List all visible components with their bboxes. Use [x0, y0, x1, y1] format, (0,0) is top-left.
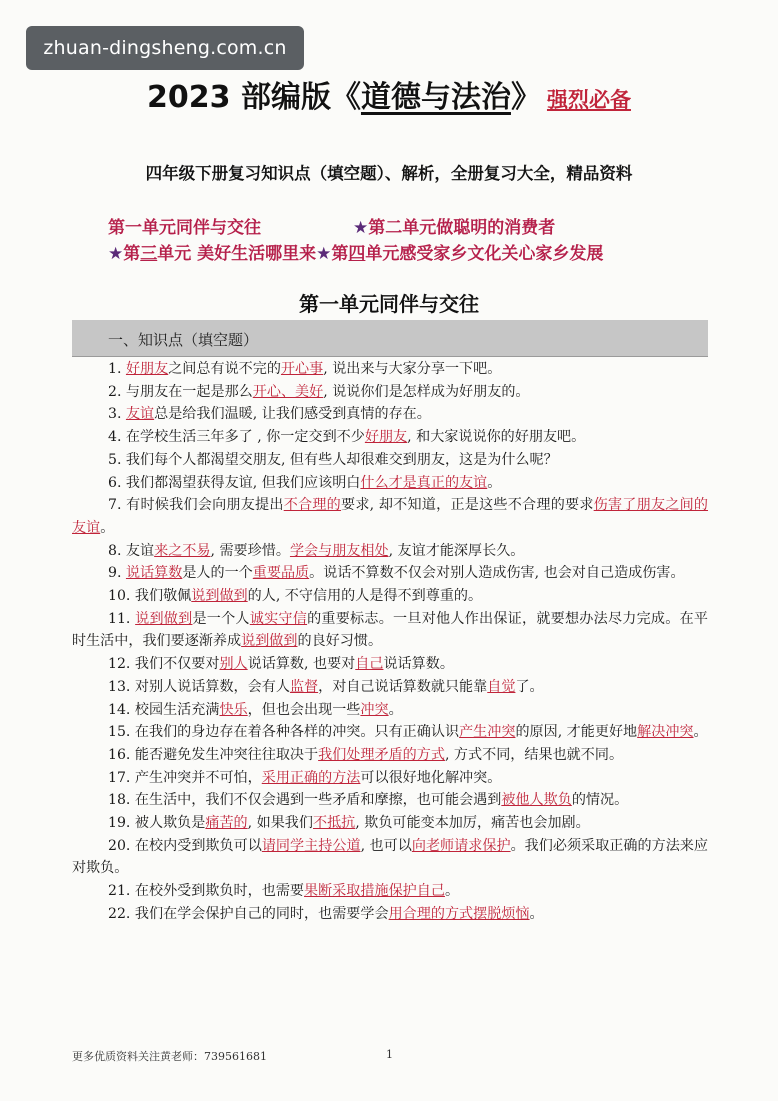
star-icon: ★	[353, 218, 369, 238]
toc-unit-2-wrap	[353, 213, 555, 238]
item-text: 说话算数。	[383, 656, 454, 673]
list-item	[72, 812, 708, 835]
title-prefix: 2023 部编版《	[147, 80, 361, 115]
star-icon: ★	[108, 244, 124, 264]
answer-blank: 诚实守信	[249, 610, 308, 627]
item-text: 21. 在校外受到欺负时，也需要	[108, 883, 305, 900]
list-item	[72, 721, 708, 744]
item-text: 。	[100, 519, 115, 536]
answer-blank: 监督	[289, 678, 319, 695]
list-item	[72, 608, 708, 653]
item-text: 8. 友谊	[108, 542, 155, 559]
answer-blank: 友谊	[125, 406, 155, 423]
item-text: 的良好习惯。	[297, 633, 383, 650]
answer-blank: 说到做到	[135, 610, 193, 627]
item-text: , 说出来与大家分享一下吧。	[323, 361, 502, 377]
item-text: 6. 我们都渴望获得友谊, 但我们应该明白	[108, 474, 361, 491]
item-text: 的重要标志。一旦对他人作出保证，就要想办法尽力完成。在平时生活中，我们要逐渐养成	[72, 610, 709, 650]
item-text: 19. 被人欺负是	[108, 815, 206, 832]
list-item	[72, 494, 708, 539]
item-text: 总是给我们温暖, 让我们感受到真情的存在。	[154, 406, 431, 423]
toc-unit-2: 第二单元做聪明的消费者	[368, 218, 556, 238]
item-text: ，但也会出现一些	[247, 701, 361, 718]
title-close: 》	[510, 80, 541, 115]
item-text: 之间总有说不完的	[168, 361, 281, 377]
list-item	[72, 540, 708, 563]
knowledge-list	[72, 358, 708, 926]
toc-row-1	[108, 213, 556, 238]
answer-blank: 来之不易	[154, 542, 211, 559]
star-icon: ★	[316, 244, 332, 264]
answer-blank: 伤害了朋友之间的友谊	[72, 497, 709, 536]
item-text: , 友谊才能深厚长久。	[388, 542, 525, 559]
item-text: , 说说你们是怎样成为好朋友的。	[323, 383, 530, 400]
section-bar	[72, 320, 708, 357]
item-text: , 需要珍惜。	[210, 542, 290, 559]
item-text: 10. 我们敬佩	[108, 588, 192, 605]
item-text: 。我们必须采取正确的方法来应对欺负。	[72, 837, 709, 877]
list-item	[72, 835, 708, 880]
item-text: 22. 我们在学会保护自己的同时，也需要学会	[108, 905, 389, 922]
item-text: , 和大家说说你的好朋友吧。	[407, 429, 586, 446]
answer-blank: 别人	[219, 656, 248, 673]
list-item	[72, 676, 708, 699]
footer-note: 更多优质资料关注黄老师：739561681	[72, 1050, 267, 1063]
answer-blank: 冲突	[360, 701, 389, 718]
item-text: 13. 对别人说话算数，会有人	[108, 678, 290, 695]
item-text: 的情况。	[571, 792, 629, 809]
subtitle: 四年级下册复习知识点（填空题）、解析，全册复习大全，精品资料	[145, 164, 633, 183]
item-text: 说话算数, 也要对	[247, 656, 356, 673]
item-text: 可以很好地化解冲突。	[360, 769, 502, 786]
answer-blank: 向老师请求保护	[411, 837, 511, 854]
item-text: 16. 能否避免发生冲突往往取决于	[108, 746, 319, 763]
item-text: 。	[529, 905, 544, 922]
item-text: 的人, 不守信用的人是得不到尊重的。	[247, 588, 483, 605]
list-item	[72, 562, 708, 585]
list-item	[72, 767, 708, 790]
list-item	[72, 699, 708, 722]
item-text: 12. 我们不仅要对	[108, 656, 220, 673]
answer-blank: 果断采取措施保护自己	[304, 883, 445, 900]
watermark: zhuan-dingsheng.com.cn	[26, 26, 304, 70]
item-text: 14. 校园生活充满	[108, 701, 220, 718]
answer-blank: 重要品质	[252, 565, 310, 582]
list-item	[72, 789, 708, 812]
item-text: 5. 我们每个人都渴望交朋友, 但有些人却很难交到朋友，这是为什么呢？	[108, 451, 558, 468]
answer-blank: 开心事	[280, 361, 324, 377]
item-text: 1.	[108, 361, 126, 377]
section-title: 第一单元同伴与交往	[299, 292, 479, 316]
page-title	[0, 72, 778, 116]
answer-blank: 什么才是真正的友谊	[360, 474, 488, 491]
answer-blank: 产生冲突	[459, 724, 516, 741]
answer-blank: 痛苦的	[205, 815, 248, 832]
item-text: , 也可以	[360, 837, 412, 854]
item-text: 了。	[515, 678, 544, 695]
item-text: 11.	[108, 610, 136, 627]
item-text: 。	[487, 474, 502, 491]
item-text: 。	[693, 724, 708, 741]
item-text: , 欺负可能变本加厉，痛苦也会加剧。	[355, 815, 590, 832]
item-text: 。说话不算数不仅会对别人造成伤害, 也会对自己造成伤害。	[309, 565, 685, 582]
answer-blank: 说到做到	[241, 633, 298, 650]
answer-blank: 用合理的方式摆脱烦恼	[388, 905, 530, 922]
answer-blank: 说话算数	[125, 565, 183, 582]
item-text: 是人的一个	[182, 565, 253, 582]
answer-blank: 自觉	[487, 678, 516, 695]
title-tag: 强烈必备	[546, 88, 631, 112]
list-item	[72, 472, 708, 495]
list-item	[72, 403, 708, 426]
answer-blank: 被他人欺负	[501, 792, 572, 809]
item-text: 15. 在我们的身边存在着各种各样的冲突。只有正确认识	[108, 724, 460, 741]
answer-blank: 说到做到	[191, 588, 248, 605]
item-text: 的原因, 才能更好地	[515, 724, 638, 741]
title-subject: 道德与法治	[360, 80, 511, 115]
list-item	[72, 880, 708, 903]
item-text: 4. 在学校生活三年多了 , 你一定交到不少	[108, 429, 365, 446]
list-item	[72, 426, 708, 449]
answer-blank: 好朋友	[125, 361, 169, 377]
answer-blank: 自己	[355, 656, 384, 673]
answer-blank: 学会与朋友相处	[289, 542, 389, 559]
item-text: 。	[388, 701, 403, 718]
item-text: 是一个人	[192, 610, 250, 627]
item-text: 9.	[108, 565, 126, 582]
list-item	[72, 358, 708, 381]
answer-blank: 开心、美好	[252, 383, 324, 400]
answer-blank: 我们处理矛盾的方式	[318, 746, 445, 763]
answer-blank: 解决冲突	[637, 724, 694, 741]
answer-blank: 快乐	[219, 701, 248, 718]
answer-blank: 不抵抗	[313, 815, 356, 832]
page-number: 1	[386, 1048, 393, 1061]
list-item	[72, 381, 708, 404]
section-bar-label: 一、知识点（填空题）	[108, 331, 259, 349]
item-text: , 如果我们	[247, 815, 313, 832]
toc-unit-3: 第三单元 美好生活哪里来	[123, 244, 317, 264]
list-item	[72, 449, 708, 472]
item-text: 18. 在生活中，我们不仅会遇到一些矛盾和摩擦，也可能会遇到	[108, 792, 502, 809]
item-text: , 方式不同，结果也就不同。	[444, 746, 624, 763]
list-item	[72, 585, 708, 608]
item-text: 20. 在校内受到欺负可以	[108, 837, 262, 854]
answer-blank: 请同学主持公道	[261, 837, 361, 854]
item-text: 17. 产生冲突并不可怕，	[108, 769, 262, 786]
toc-row-2	[108, 239, 603, 264]
list-item	[72, 653, 708, 676]
answer-blank: 采用正确的方法	[261, 769, 361, 786]
item-text: 2. 与朋友在一起是那么	[108, 383, 253, 400]
answer-blank: 不合理的	[283, 497, 341, 514]
answer-blank: 好朋友	[364, 429, 408, 446]
item-text: 要求, 却不知道，正是这些不合理的要求	[341, 497, 594, 514]
list-item	[72, 903, 708, 926]
item-text: 。	[444, 883, 460, 900]
item-text: 3.	[108, 406, 126, 423]
toc-unit-4: 第四单元感受家乡文化关心家乡发展	[331, 244, 604, 264]
toc-unit-1: 第一单元同伴与交往	[108, 218, 261, 238]
item-text: ，对自己说话算数就只能靠	[318, 678, 488, 695]
item-text: 7. 有时候我们会向朋友提出	[108, 497, 284, 514]
list-item	[72, 744, 708, 767]
